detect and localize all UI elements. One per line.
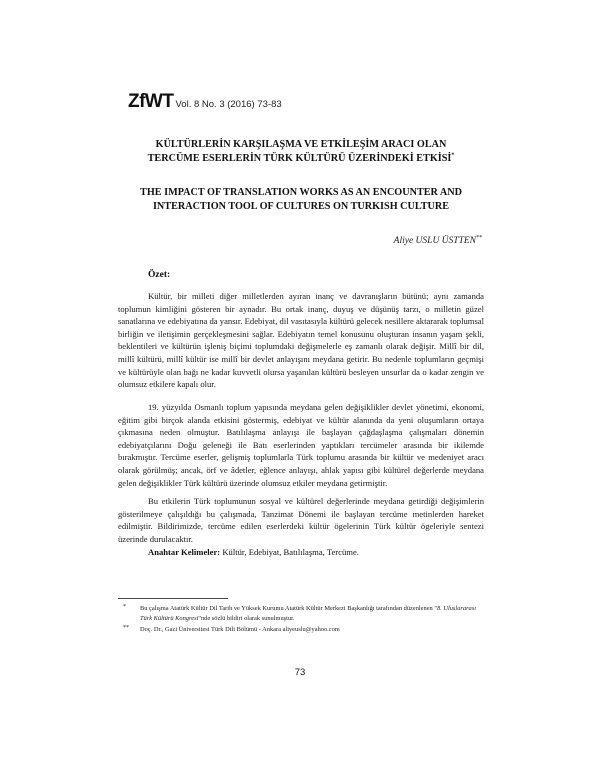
- journal-masthead: [128, 91, 282, 113]
- turkish-title: [118, 138, 484, 166]
- footnote-1-mark: *: [123, 604, 126, 610]
- footnote-divider: [118, 598, 228, 599]
- footnotes: [118, 604, 484, 637]
- abstract-paragraph-1: Kültür, bir milleti diğer milletlerden ayıran inanç ve davranışların bütünü; aynı zamanda toplumun kimliğini gösteren bir aynadır. Bu ortak inanç, duyuş ve düşünüş tarzı, o milletin güzel sanatlarına ve edebiyatına da yansır. Edebiyat, dil vasıtasıyla kültürü gelecek nesillere aktararak toplumsal birliğin ve iletişimin gerçekleşmesini sağlar. Edebiyatın temel konusunu oluşturan insanın yaşam şekli, beklentileri ve kültürün işleniş biçimi toplumdaki değişmelerle eş zamanlı olarak değişir. Millî bir dil, millî kültürü, millî kültür ise millî bir devlet anlayışını meydana getirir. Bu nedenle toplumların geçmişi ve kültürüyle olan bağı ne kadar kuvvetli olursa yaşanılan kültürü besleyen unsurlar da o kadar zengin ve olumsuz etkilere kapalı olur.: [118, 291, 484, 390]
- english-title: [118, 186, 484, 214]
- abstract-paragraph-2: 19. yüzyılda Osmanlı toplum yapısında meydana gelen değişiklikler devlet yönetimi, ekonomi, eğitim gibi birçok alanda etkisini göstermiş, edebiyat ve kültür alanında da yeni oluşumların ortaya çıkmasına neden olmuştur. Batılılaşma anlayışı ile başlayan çağdaşlaşma çalışmaları dönemin edebiyatçılarını Doğu geleneği ile Batı eserlerinden yaptıkları tercümeler arasında bir ikilemde bırakmıştır. Tercüme eserler, gelişmiş toplumlarla Türk toplumu arasında bir kültür ve medeniyet aracı olarak görülmüş; ancak, örf ve âdetler, eğlence anlayışı, ahlak yapısı gibi kültürel değerlerde meydana gelen değişiklikler Türk kültürü üzerinde olumsuz etkiler meydana getirmiştir.: [118, 402, 484, 488]
- english-title-line-1: THE IMPACT OF TRANSLATION WORKS AS AN ENCOUNTER AND: [140, 187, 462, 198]
- footnote-2-mark: **: [123, 625, 129, 632]
- footnote-1: * Bu çalışma Atatürk Kültür Dil Tarih ve Yüksek Kurumu Atatürk Kültür Merkezi Başkanlığı tarafından düzenlenen "8. Uluslararası Türk Kültürü Kongresi"nde sözlü bildiri olarak sunulmuştur.: [123, 604, 477, 622]
- page-number: 73: [294, 667, 306, 678]
- turkish-title-line-1: KÜLTÜRLERİN KARŞILAŞMA VE ETKİLEŞİM ARACI OLAN: [155, 139, 447, 150]
- author-name: Aliye USLU ÜSTTEN**: [393, 234, 482, 246]
- journal-logo: ZfWT: [128, 91, 174, 112]
- keywords-line: [148, 547, 359, 557]
- abstract-heading: Özet:: [148, 270, 171, 280]
- english-title-line-2: INTERACTION TOOL OF CULTURES ON TURKISH CULTURE: [152, 201, 450, 212]
- title-footnote-mark: *: [451, 152, 455, 159]
- footnote-2: ** Doç. Dr., Gazi Üniversitesi Türk Dili Bölümü - Ankara aliyeuslu@yahoo.com: [123, 625, 340, 634]
- author-footnote-mark: **: [476, 234, 482, 241]
- keywords-label: Anahtar Kelimeler:: [148, 547, 221, 557]
- keywords-list: Kültür, Edebiyat, Batılılaşma, Tercüme.: [222, 547, 359, 557]
- abstract-paragraph-3: Bu etkilerin Türk toplumunun sosyal ve kültürel değerlerinde meydana getirdiği değişimlerin gösterilmeye çalışıldığı bu çalışmada, Tanzimat Dönemi ile başlayan tercüme metinlerden hareket edilmiştir. Bildirimizde, tercüme edilen eserlerdeki kültür ögelerinin Türk kültür ögeleriyle sentezi üzerinde durulacaktır.: [118, 496, 484, 544]
- turkish-title-line-2: TERCÜME ESERLERİN TÜRK KÜLTÜRÜ ÜZERİNDEKİ ETKİSİ*: [147, 152, 455, 164]
- volume-info: Vol. 8 No. 3 (2016) 73-83: [175, 99, 282, 110]
